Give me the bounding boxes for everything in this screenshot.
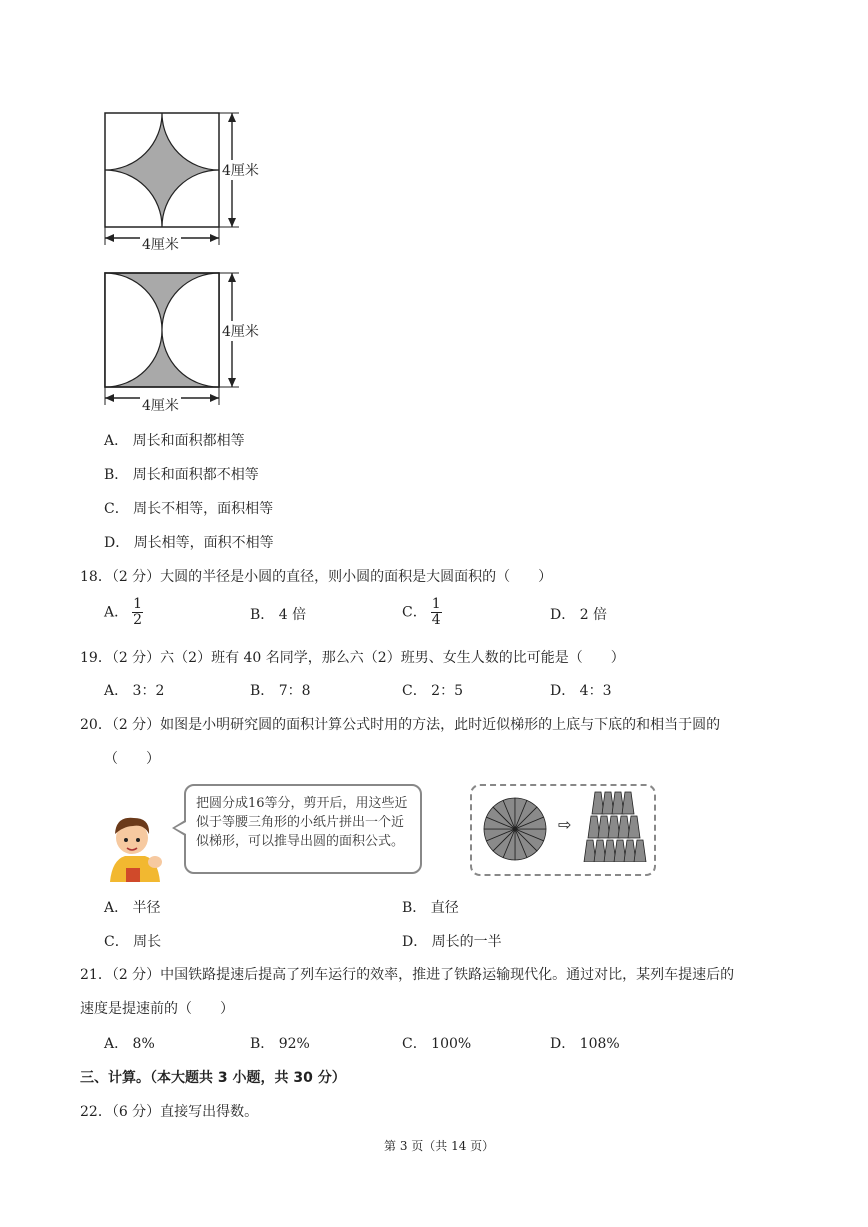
q19-option-a[interactable]: A． 3：2 xyxy=(104,683,165,699)
q20-option-c[interactable]: C． 周长 xyxy=(104,934,162,950)
q21-option-a[interactable]: A． 8% xyxy=(104,1036,155,1052)
fig2-height-label: 4厘米 xyxy=(222,321,259,341)
section-3-heading: 三、计算。（本大题共 3 小题，共 30 分） xyxy=(80,1070,346,1086)
q22-stem: 22．（6 分）直接写出得数。 xyxy=(80,1104,259,1120)
q17-option-c[interactable]: C． 周长不相等，面积相等 xyxy=(104,501,274,517)
q21-option-c[interactable]: C． 100% xyxy=(402,1036,472,1052)
sectored-circle xyxy=(482,796,548,862)
q20-option-d[interactable]: D． 周长的一半 xyxy=(402,934,502,950)
q17-option-d[interactable]: D． 周长相等，面积不相等 xyxy=(104,535,274,551)
q18-option-b[interactable]: B． 4 倍 xyxy=(250,607,307,623)
q21-option-d[interactable]: D． 108% xyxy=(550,1036,620,1052)
fraction-one-half: $\frac{1}{2}$ xyxy=(133,596,143,628)
arrow-icon: ⇨ xyxy=(558,815,572,834)
boy-illustration xyxy=(100,810,170,884)
q18-stem: 18．（2 分）大圆的半径是小圆的直径，则小圆的面积是大圆面积的（ ） xyxy=(80,569,553,585)
fraction-one-quarter: $\frac{1}{4}$ xyxy=(431,596,441,628)
fig1-height-label: 4厘米 xyxy=(222,160,259,180)
q21-stem-2: 速度是提速前的（ ） xyxy=(80,1001,234,1017)
q20-stem-paren: （ ） xyxy=(104,751,160,767)
q18-option-c[interactable]: C． $\frac{1}{4}$ xyxy=(402,596,441,628)
q19-option-d[interactable]: D． 4：3 xyxy=(550,683,612,699)
q20-option-b[interactable]: B． 直径 xyxy=(402,900,459,916)
trapezoid-pieces xyxy=(582,790,648,862)
q19-option-c[interactable]: C． 2：5 xyxy=(402,683,463,699)
q19-option-b[interactable]: B． 7：8 xyxy=(250,683,311,699)
trapezoid-piece xyxy=(634,840,646,862)
q20-stem: 20．（2 分）如图是小明研究圆的面积计算公式时用的方法，此时近似梯形的上底与下底的和相当于圆的 xyxy=(80,717,721,733)
figure-square-astroid xyxy=(95,105,285,255)
q17-option-a[interactable]: A． 周长和面积都相等 xyxy=(104,433,245,449)
speech-bubble: 把圆分成16等分，剪开后，用这些近似于等腰三角形的小纸片拼出一个近似梯形，可以推导出圆的面积公式。 xyxy=(184,784,422,874)
trapezoid-piece xyxy=(622,792,634,814)
q20-option-a[interactable]: A． 半径 xyxy=(104,900,161,916)
fig2-width-label: 4厘米 xyxy=(140,395,181,415)
q18-option-d[interactable]: D． 2 倍 xyxy=(550,607,608,623)
page-footer: 第 3 页（共 14 页） xyxy=(384,1139,495,1153)
q19-stem: 19．（2 分）六（2）班有 40 名同学，那么六（2）班男、女生人数的比可能是（ ） xyxy=(80,650,625,666)
q21-option-b[interactable]: B． 92% xyxy=(250,1036,310,1052)
fig1-width-label: 4厘米 xyxy=(140,234,181,254)
q17-option-b[interactable]: B． 周长和面积都不相等 xyxy=(104,467,259,483)
q18-option-a[interactable]: A． $\frac{1}{2}$ xyxy=(104,596,143,628)
q21-stem: 21．（2 分）中国铁路提速后提高了列车运行的效率，推进了铁路运输现代化。通过对比，某列车提速后的 xyxy=(80,967,735,983)
trapezoid-piece xyxy=(628,816,640,838)
